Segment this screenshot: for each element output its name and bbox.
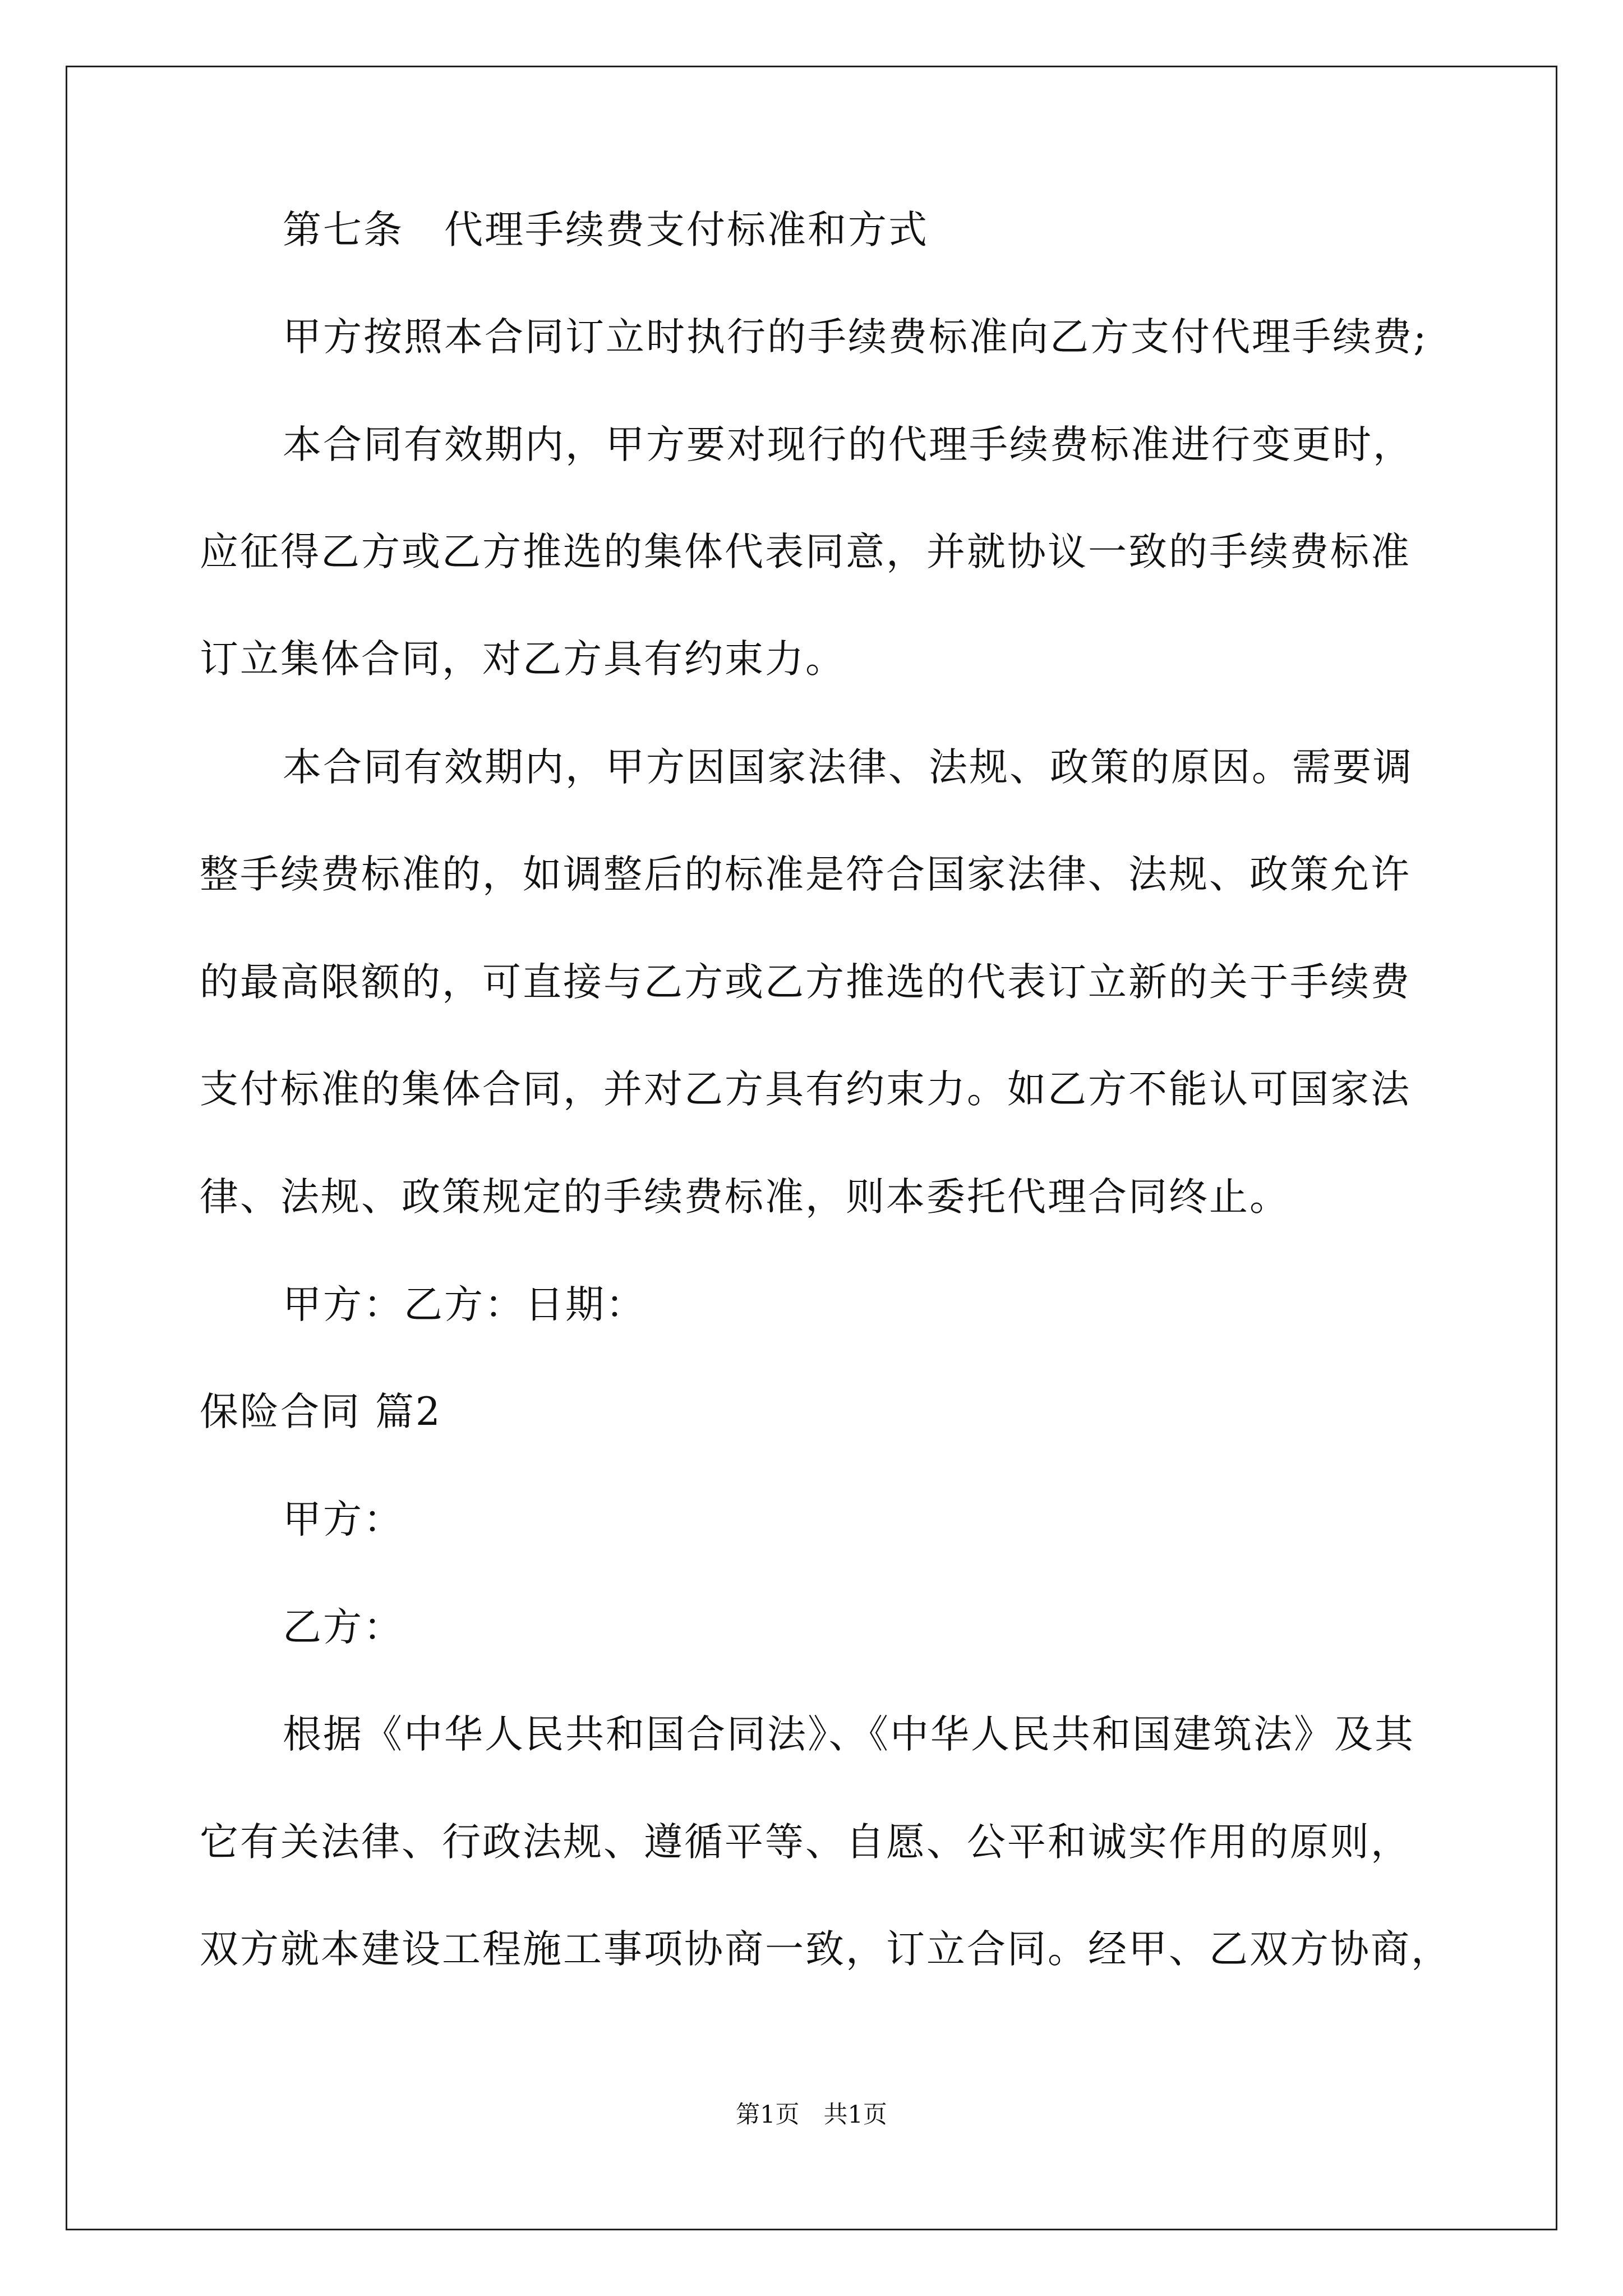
paragraph-line: 本合同有效期内，甲方因国家法律、法规、政策的原因。需要调 [283,745,1413,790]
section-title: 保险合同 篇2 [200,1389,442,1434]
paragraph-line: 订立集体合同，对乙方具有约束力。 [200,637,846,682]
paragraph-line: 甲方按照本合同订立时执行的手续费标准向乙方支付代理手续费; [283,315,1428,360]
party-b-line: 乙方： [283,1605,404,1650]
paragraph-line: 律、法规、政策规定的手续费标准，则本委托代理合同终止。 [200,1175,1290,1220]
party-a-line: 甲方： [283,1497,404,1542]
paragraph-line: 它有关法律、行政法规、遵循平等、自愿、公平和诚实作用的原则， [200,1820,1411,1865]
paragraph-line: 双方就本建设工程施工事项协商一致，订立合同。经甲、乙双方协商， [200,1927,1451,1972]
paragraph-line: 应征得乙方或乙方推选的集体代表同意，并就协议一致的手续费标准 [200,530,1411,574]
page-border [66,66,1557,2230]
page-number: 第1页 共1页 [736,2101,887,2129]
paragraph-line: 的最高限额的，可直接与乙方或乙方推选的代表订立新的关于手续费 [200,960,1411,1005]
signature-line: 甲方：乙方：日期： [283,1282,646,1327]
article-heading: 第七条 代理手续费支付标准和方式 [283,208,929,252]
paragraph-line: 整手续费标准的，如调整后的标准是符合国家法律、法规、政策允许 [200,852,1411,897]
paragraph-line: 本合同有效期内，甲方要对现行的代理手续费标准进行变更时， [283,422,1413,467]
paragraph-line: 根据《中华人民共和国合同法》、《中华人民共和国建筑法》及其 [283,1712,1415,1757]
paragraph-line: 支付标准的集体合同，并对乙方具有约束力。如乙方不能认可国家法 [200,1067,1411,1112]
